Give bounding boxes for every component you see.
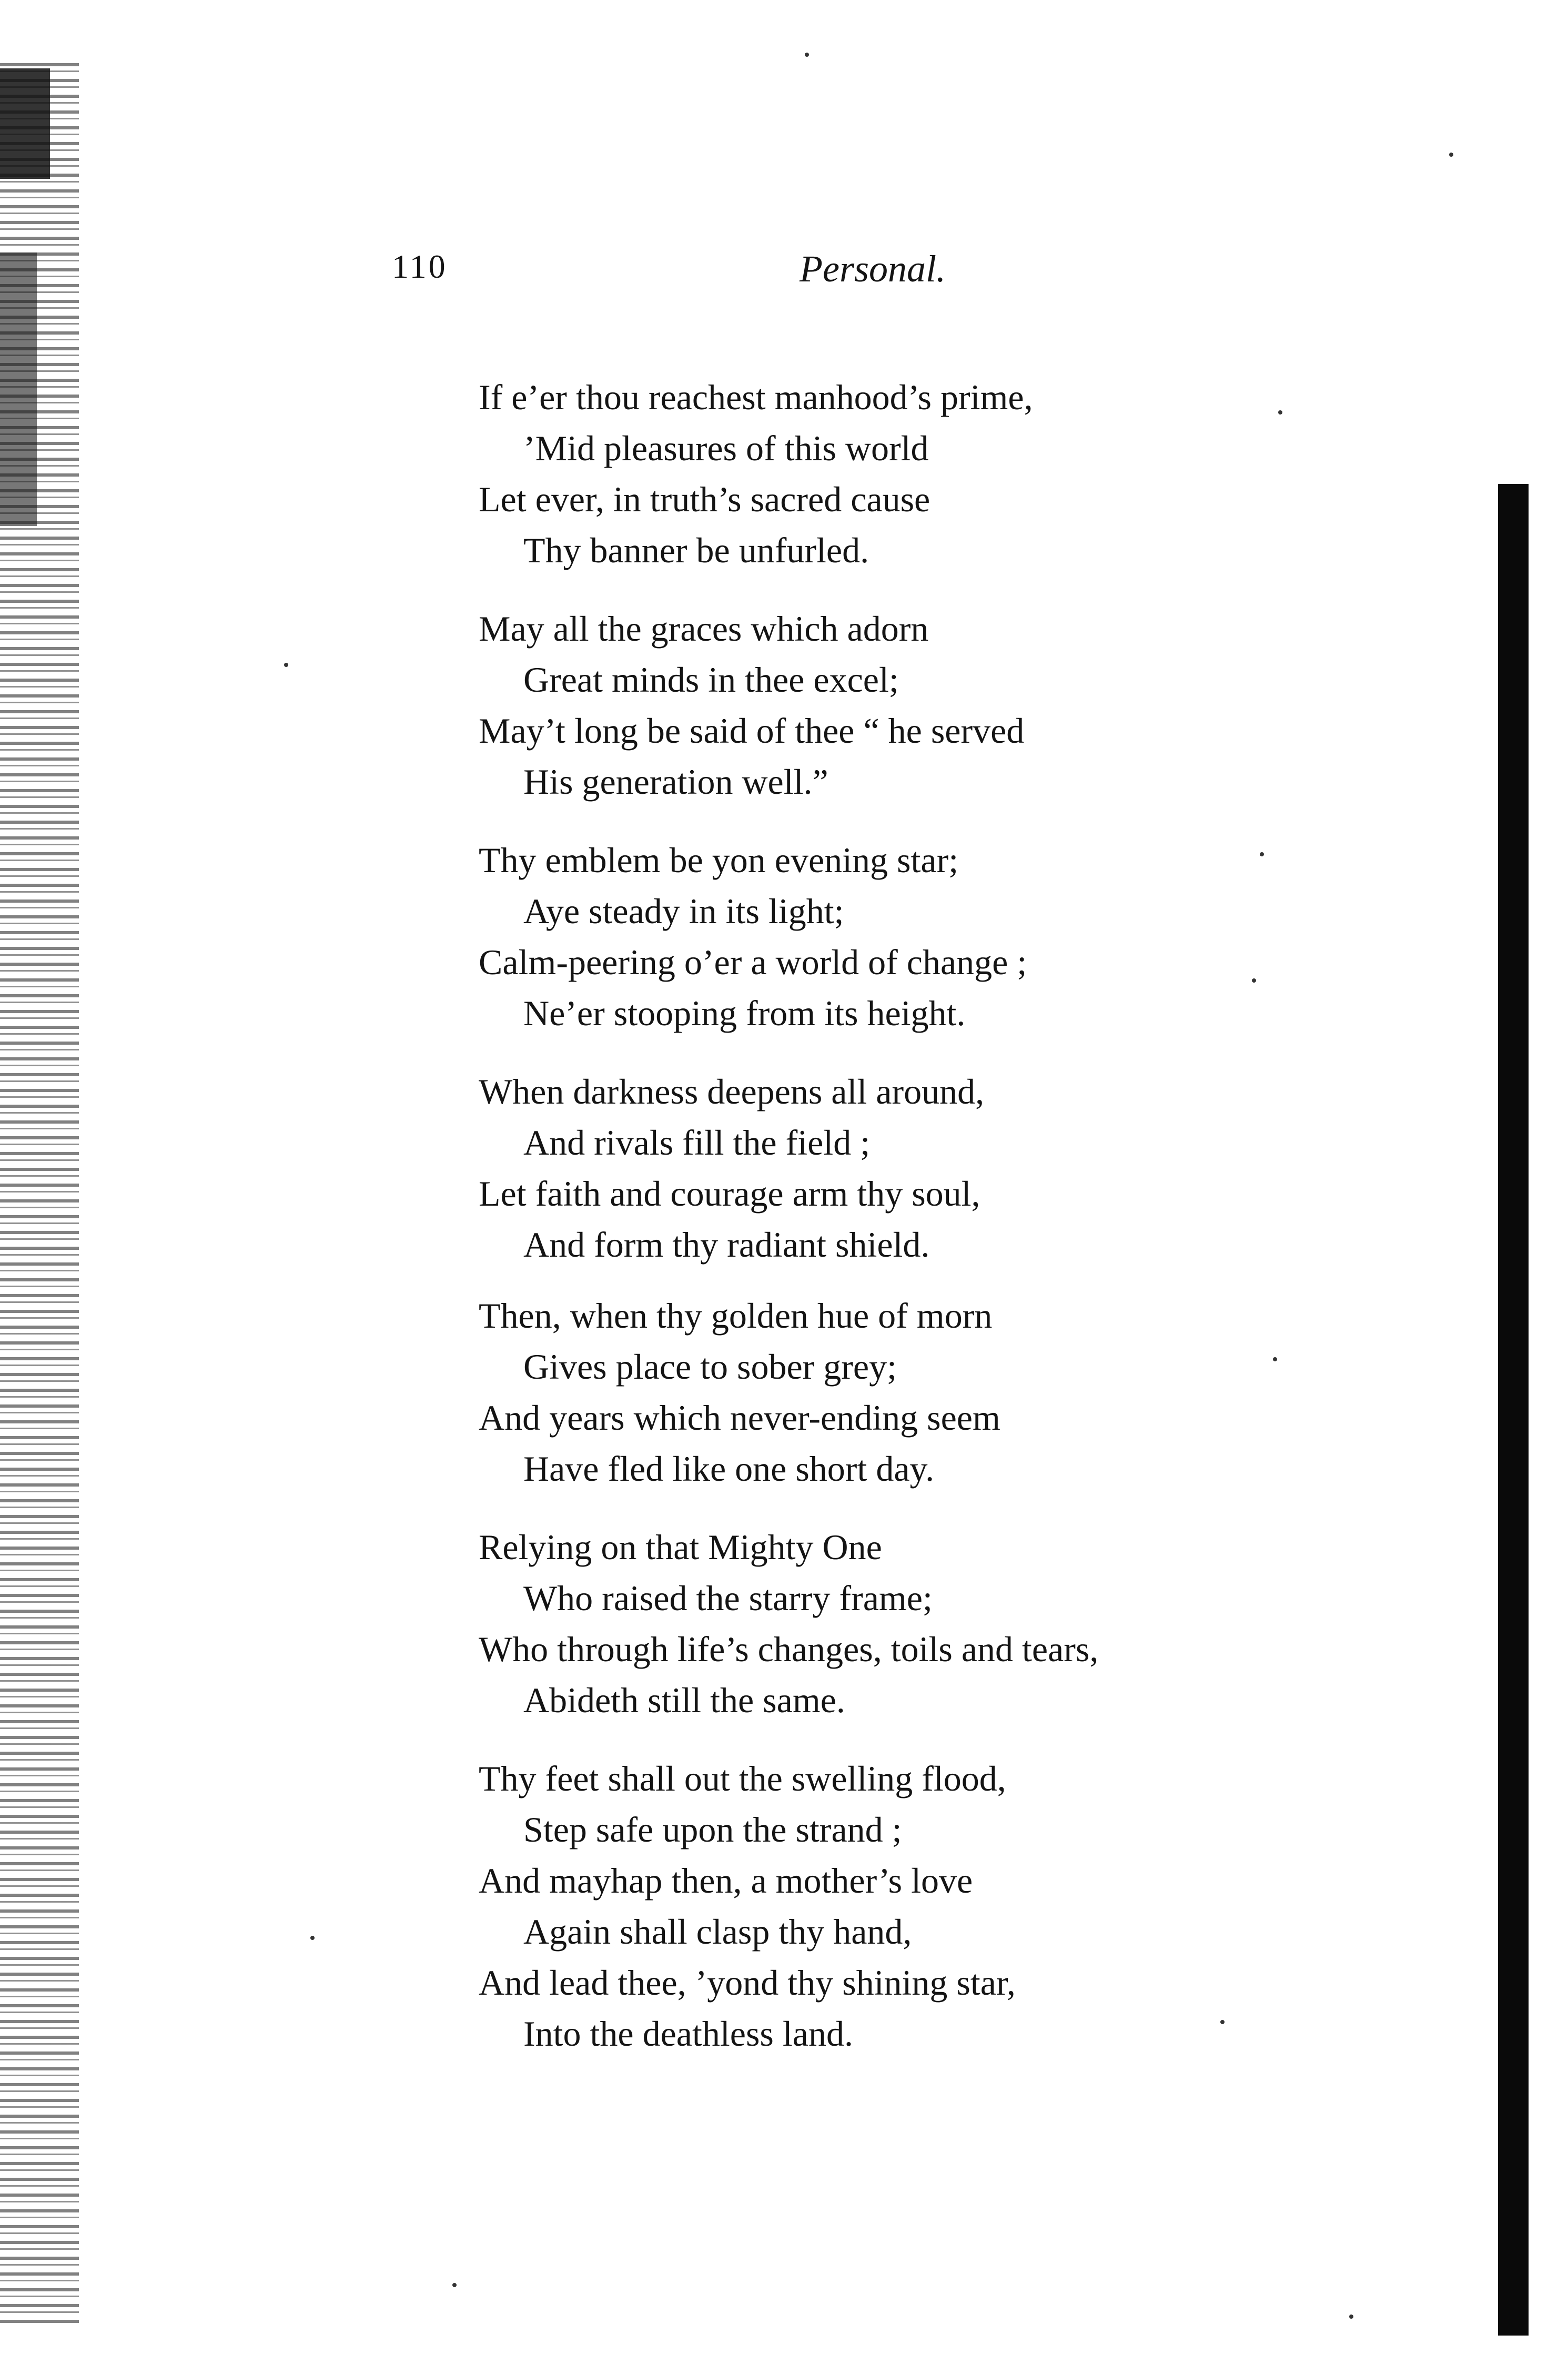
poem-line: Who through life’s changes, toils and tears, bbox=[479, 1629, 1099, 1669]
poem-line: Aye steady in its light; bbox=[523, 891, 844, 931]
poem-line: Let faith and courage arm thy soul, bbox=[479, 1174, 980, 1214]
poem-line: ’Mid pleasures of this world bbox=[523, 428, 929, 468]
poem-line: May all the graces which adorn bbox=[479, 609, 929, 649]
poem-line: Thy banner be unfurled. bbox=[523, 530, 869, 570]
page-number: 110 bbox=[392, 248, 448, 285]
poem-line: May’t long be said of thee “ he served bbox=[479, 711, 1025, 751]
stanza bbox=[479, 1066, 1478, 1270]
stanza bbox=[479, 603, 1478, 807]
poem-line: Great minds in thee excel; bbox=[523, 660, 899, 700]
poem-line: And years which never-ending seem bbox=[479, 1398, 1000, 1438]
stanza bbox=[479, 835, 1478, 1039]
poem-line: Again shall clasp thy hand, bbox=[523, 1912, 912, 1952]
stanza bbox=[479, 1753, 1478, 2059]
poem-line: Step safe upon the strand ; bbox=[523, 1810, 902, 1850]
running-title: Personal. bbox=[800, 248, 946, 290]
poem-line: And rivals fill the field ; bbox=[523, 1123, 871, 1163]
poem-line: Thy emblem be yon evening star; bbox=[479, 840, 959, 880]
poem-line: His generation well.” bbox=[523, 762, 828, 802]
poem-line: Thy feet shall out the swelling flood, bbox=[479, 1758, 1006, 1798]
scan-edge-mark bbox=[0, 68, 50, 179]
page-header bbox=[0, 247, 1568, 310]
stanza bbox=[479, 1290, 1478, 1494]
poem-line: Let ever, in truth’s sacred cause bbox=[479, 479, 930, 519]
scan-edge-bar-right bbox=[1498, 484, 1529, 2336]
poem-line: Abideth still the same. bbox=[523, 1680, 845, 1720]
poem-line: Have fled like one short day. bbox=[523, 1449, 935, 1489]
poem-line: Into the deathless land. bbox=[523, 2014, 853, 2054]
poem-line: If e’er thou reachest manhood’s prime, bbox=[479, 377, 1033, 417]
poem-line: And lead thee, ’yond thy shining star, bbox=[479, 1963, 1016, 2003]
stanza bbox=[479, 372, 1478, 576]
poem-line: Gives place to sober grey; bbox=[523, 1347, 897, 1387]
poem-line: And form thy radiant shield. bbox=[523, 1225, 930, 1265]
poem-line: Who raised the starry frame; bbox=[523, 1578, 933, 1618]
poem-line: Calm-peering o’er a world of change ; bbox=[479, 942, 1027, 982]
poem-line: Relying on that Mighty One bbox=[479, 1527, 882, 1567]
poem bbox=[479, 345, 1478, 2059]
poem-line: Ne’er stooping from its height. bbox=[523, 993, 966, 1033]
poem-line: Then, when thy golden hue of morn bbox=[479, 1296, 993, 1336]
stanza bbox=[479, 1522, 1478, 1726]
poem-line: When darkness deepens all around, bbox=[479, 1072, 985, 1111]
poem-line: And mayhap then, a mother’s love bbox=[479, 1861, 973, 1901]
